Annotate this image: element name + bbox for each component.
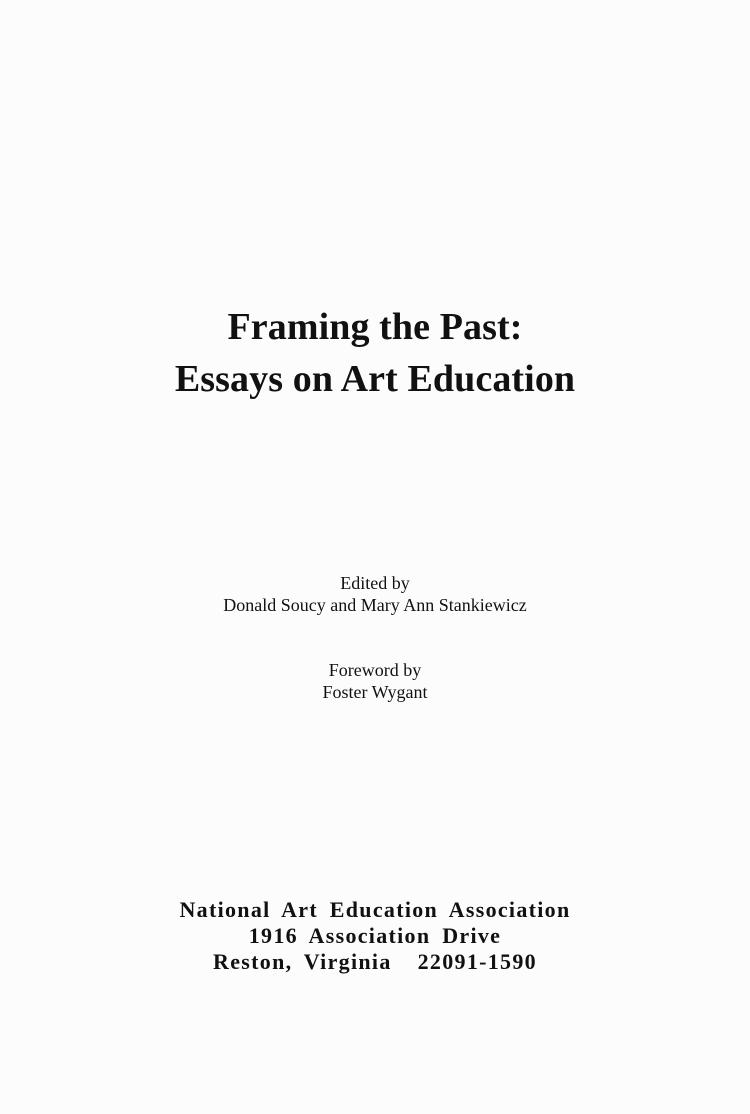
book-title-line-1: Framing the Past:	[227, 306, 523, 348]
publisher-city-line	[0, 949, 750, 975]
publisher-street: 1916 Association Drive	[248, 923, 502, 948]
editor-names: Donald Soucy and Mary Ann Stankiewicz	[223, 595, 527, 615]
foreword-author: Foster Wygant	[322, 682, 428, 702]
publisher-zip: 22091-1590	[417, 949, 537, 974]
editors-credit	[0, 572, 750, 616]
foreword-label: Foreword by	[328, 660, 422, 680]
book-title	[0, 301, 750, 405]
publisher-name: National Art Education Association	[179, 897, 571, 922]
edited-by-label: Edited by	[340, 573, 410, 593]
book-title-line-2: Essays on Art Education	[174, 358, 576, 400]
foreword-credit	[0, 659, 750, 703]
publisher-info	[0, 897, 750, 975]
publisher-city-state: Reston, Virginia	[213, 949, 392, 974]
